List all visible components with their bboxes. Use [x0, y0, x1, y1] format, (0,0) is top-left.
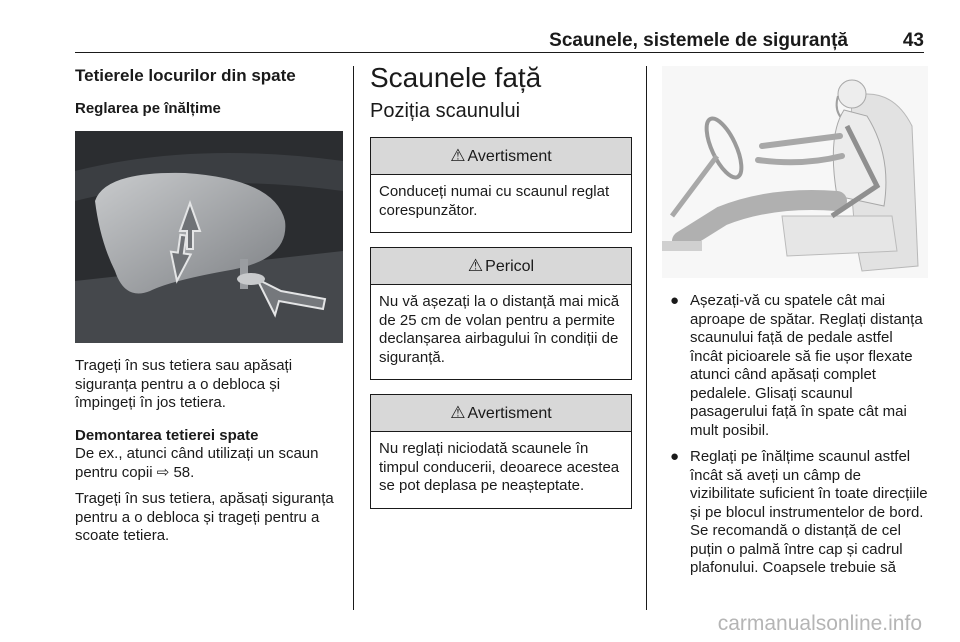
warning-box-body: Nu reglați niciodată scaunele în timpul conducerii, deoarece acestea se pot deplasa pe neașteptate. [379, 440, 620, 494]
subsection-title: Reglarea pe înălțime [75, 100, 221, 117]
list-item [662, 292, 928, 440]
seating-position-illustration [662, 66, 928, 278]
bullet-icon: ● [670, 448, 680, 465]
right-column [662, 66, 928, 586]
bullet-icon: ● [670, 292, 680, 309]
removal-text: De ex., atunci când utilizați un scaun pentru copii ⇨ 58. [75, 445, 319, 481]
subsection-title-seat-position: Poziția scaunului [370, 100, 521, 122]
removal-instructions: Trageți în sus tetiera, apăsați siguranța pentru a o debloca și trageți pentru a scoate tetiera. [75, 490, 334, 544]
warning-box-header [371, 138, 631, 175]
header-rule [75, 52, 924, 53]
warning-triangle-icon: ⚠ [450, 403, 466, 422]
warning-box-body: Conduceți numai cu scaunul reglat corespunzător. [379, 183, 610, 219]
column-divider-1 [353, 66, 354, 610]
adjust-instructions: Trageți în sus tetiera sau apăsați siguranța pentru a o debloca și împingeți în jos tetiera. [75, 357, 293, 411]
section-title-front-seats: Scaunele față [370, 62, 542, 93]
removal-title: Demontarea tetierei spate [75, 426, 259, 444]
danger-box [370, 247, 632, 380]
warning-triangle-icon: ⚠ [467, 256, 484, 275]
list-item-text: Așezați-vă cu spatele cât mai aproape de spătar. Reglați distanța scaunului față de pedale astfel încât picioarele să fie ușor flexate atunci când apăsați complet pedalele. Glisați scaunul pasagerului față în spate cât mai mult posibil. [690, 292, 923, 439]
warning-box [370, 394, 632, 509]
danger-box-heading: Pericol [485, 258, 535, 275]
page-header-title: Scaunele, sistemele de siguranță [549, 30, 848, 51]
list-item-text: Reglați pe înălțime scaunul astfel încât să aveți un câmp de vizibilitate suficient în toate direcțiile și pe blocul instrumentelor de bord. Se recomandă o distanță de cel puțin o palmă între cap și cadrul plafonului. Coapsele trebuie să [690, 448, 928, 576]
warning-triangle-icon: ⚠ [450, 146, 466, 165]
section-title: Tetierele locurilor din spate [75, 66, 296, 85]
warning-box-heading: Avertisment [467, 405, 552, 422]
headrest-illustration [75, 131, 343, 343]
warning-box-header [371, 395, 631, 432]
column-divider-2 [646, 66, 647, 610]
danger-box-body: Nu vă așezați la o distanță mai mică de 25 cm de volan pentru a permite declanșarea airbagului în condiții de siguranță. [379, 293, 620, 366]
warning-box [370, 137, 632, 233]
seat-position-instructions [662, 292, 928, 578]
list-item [662, 448, 928, 578]
watermark: carmanualsonline.info [717, 612, 922, 635]
warning-box-heading: Avertisment [467, 148, 552, 165]
middle-column [370, 62, 632, 523]
page-number: 43 [902, 30, 924, 51]
danger-box-header [371, 248, 631, 285]
left-column [75, 66, 343, 554]
